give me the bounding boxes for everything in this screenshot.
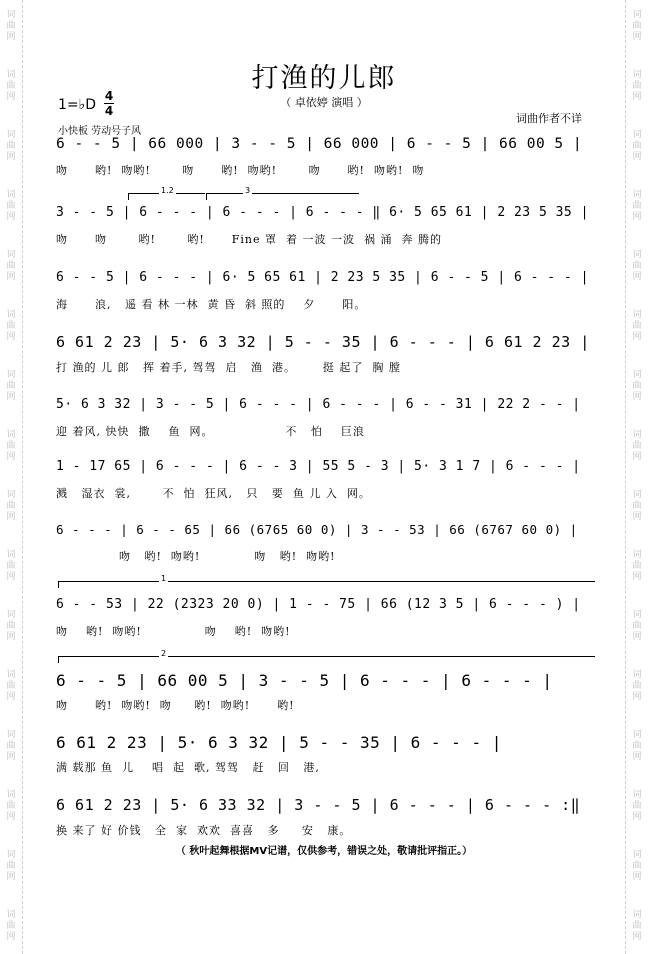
watermark-char: 网 [632,752,642,762]
watermark-char: 词 [632,610,642,620]
watermark-glyphs [629,370,645,403]
watermark-glyphs [3,730,19,763]
lyrics-line: 打 渔的 儿 郎 挥 着手, 驾驾 启 渔 港。 挺 起了 胸 膛 [56,361,401,374]
watermark-char: 曲 [632,741,642,751]
watermark-char: 词 [632,370,642,380]
volta-12 [128,186,205,200]
watermark-char: 曲 [632,861,642,871]
watermark-glyphs [3,190,19,223]
lyrics-line: 换 来了 好 价钱 全 家 欢欢 喜喜 多 安 康。 [56,824,352,837]
watermark-char: 网 [632,92,642,102]
watermark-char: 网 [632,392,642,402]
watermark-char: 网 [6,752,16,762]
watermark-char: 网 [632,932,642,942]
lyrics-line: 溅 湿衣 裳, 不 怕 狂风, 只 要 鱼 儿 入 网。 [56,487,371,500]
watermark-char: 词 [632,10,642,20]
watermark-char: 网 [6,632,16,642]
watermark-char: 词 [632,250,642,260]
watermark-char: 网 [6,92,16,102]
watermark-char: 曲 [6,381,16,391]
watermark-char: 词 [632,910,642,920]
watermark-glyphs [629,250,645,283]
watermark-char: 曲 [632,261,642,271]
tempo-marking: 小快板 劳动号子风 [58,126,142,137]
watermark-glyphs [629,10,645,43]
watermark-glyphs [629,550,645,583]
lyrics-line: 吻 哟! 吻哟! 吻 哟! 吻哟! [56,550,336,563]
watermark-char: 曲 [632,81,642,91]
watermark-char: 网 [632,512,642,522]
volta-1-label: 1 [161,574,167,583]
lyrics-line: 吻 哟! 吻哟! 吻 哟! 吻哟! 吻 哟! 吻哟! 吻 [56,164,425,177]
watermark-char: 词 [6,790,16,800]
watermark-glyphs [3,670,19,703]
watermark-glyphs [629,670,645,703]
watermark-char: 网 [6,512,16,522]
watermark-glyphs [629,910,645,943]
watermark-char: 词 [632,790,642,800]
watermark-char: 曲 [6,861,16,871]
watermark-char: 曲 [6,801,16,811]
watermark-char: 词 [632,130,642,140]
watermark-char: 曲 [632,381,642,391]
watermark-char: 曲 [6,141,16,151]
author-credit: 词曲作者不详 [516,112,582,125]
watermark-glyphs [3,10,19,43]
notation-line: 6 - - 5 | 66 00 5 | 3 - - 5 | 6 - - - | 6 - - - | [56,671,553,690]
notation-line: 6 - - 5 | 66 000 | 3 - - 5 | 66 000 | 6 - - 5 | 66 00 5 | [56,136,583,152]
watermark-char: 词 [632,550,642,560]
watermark-glyphs [3,370,19,403]
time-sig-top: 4 [104,89,114,103]
watermark-char: 曲 [632,441,642,451]
notation-line: 6 - - - | 6 - - 65 | 66 (6765 60 0) | 3 - - 53 | 66 (6767 60 0) | [56,522,578,537]
lyrics-line: 吻 哟! 吻哟! 吻 哟! 吻哟! 哟! [56,699,295,712]
watermark-char: 曲 [632,561,642,571]
watermark-char: 词 [632,670,642,680]
watermark-char: 词 [6,730,16,740]
watermark-char: 网 [6,932,16,942]
watermark-char: 词 [6,670,16,680]
watermark-char: 曲 [6,201,16,211]
watermark-char: 词 [6,850,16,860]
watermark-char: 词 [6,190,16,200]
watermark-char: 曲 [6,321,16,331]
watermark-char: 词 [6,70,16,80]
watermark-char: 网 [632,32,642,42]
watermark-char: 词 [632,850,642,860]
watermark-char: 曲 [6,501,16,511]
watermark-char: 网 [6,332,16,342]
watermark-char: 词 [6,430,16,440]
notation-line: 6 61 2 23 | 5· 6 3 32 | 5 - - 35 | 6 - - - | [56,733,502,752]
watermark-char: 词 [632,190,642,200]
watermark-char: 网 [6,32,16,42]
watermark-char: 词 [6,550,16,560]
notation-line: 6 - - 5 | 6 - - - | 6· 5 65 61 | 2 23 5 35 | 6 - - 5 | 6 - - - | [56,270,589,285]
volta-2-label: 2 [161,649,167,658]
watermark-char: 曲 [632,681,642,691]
lyrics-line: 吻 吻 哟! 哟! Fine 罩 着 一波 一波 祸 涌 奔 腾的 [56,233,442,246]
watermark-glyphs [629,490,645,523]
watermark-char: 曲 [632,621,642,631]
watermark-glyphs [629,790,645,823]
watermark-char: 网 [6,872,16,882]
watermark-char: 词 [632,730,642,740]
watermark-glyphs [3,550,19,583]
watermark-char: 曲 [632,921,642,931]
watermark-char: 词 [6,370,16,380]
watermark-glyphs [3,430,19,463]
watermark-char: 网 [632,872,642,882]
watermark-char: 曲 [632,141,642,151]
notation-line: 6 - - 53 | 22 (2323 20 0) | 1 - - 75 | 66 (12 3 5 | 6 - - - ) | [56,597,581,612]
watermark-char: 词 [632,490,642,500]
watermark-char: 曲 [632,321,642,331]
watermark-char: 网 [632,452,642,462]
volta-2 [58,649,595,663]
time-signature [104,90,114,117]
watermark-char: 词 [6,250,16,260]
notation-line: 5· 6 3 32 | 3 - - 5 | 6 - - - | 6 - - - | 6 - - 31 | 22 2 - - | [56,397,581,412]
watermark-glyphs [3,310,19,343]
watermark-char: 曲 [6,441,16,451]
watermark-char: 网 [6,452,16,462]
watermark-char: 曲 [6,561,16,571]
watermark-glyphs [629,130,645,163]
watermark-char: 网 [6,152,16,162]
watermark-char: 词 [6,310,16,320]
watermark-char: 词 [632,310,642,320]
watermark-char: 网 [632,332,642,342]
lyrics-line: 迎 着风, 快快 撒 鱼 网。 不 怕 巨浪 [56,425,365,438]
volta-3 [206,186,359,200]
watermark-glyphs [3,790,19,823]
notation-line: 3 - - 5 | 6 - - - | 6 - - - | 6 - - - ‖ 6· 5 65 61 | 2 23 5 35 | [56,205,589,220]
watermark-char: 曲 [6,21,16,31]
volta-3-label: 3 [245,186,251,195]
watermark-char: 曲 [6,621,16,631]
watermark-char: 曲 [6,261,16,271]
watermark-char: 词 [6,610,16,620]
watermark-char: 网 [6,392,16,402]
volta-1 [58,574,595,588]
singer-credit: （ 卓依婷 演唱 ） [280,96,368,109]
watermark-char: 网 [632,152,642,162]
watermark-char: 网 [632,632,642,642]
watermark-char: 网 [6,692,16,702]
song-title: 打渔的儿郎 [251,63,397,94]
watermark-char: 词 [6,490,16,500]
watermark-glyphs [629,310,645,343]
watermark-char: 曲 [632,501,642,511]
time-sig-bottom: 4 [104,104,114,118]
watermark-char: 词 [6,10,16,20]
volta-12-label: 1.2 [161,186,174,195]
watermark-glyphs [3,610,19,643]
watermark-char: 曲 [6,681,16,691]
notation-line: 6 61 2 23 | 5· 6 3 32 | 5 - - 35 | 6 - - - | 6 61 2 23 | [56,333,590,351]
watermark-glyphs [3,130,19,163]
notation-line: 6 61 2 23 | 5· 6 33 32 | 3 - - 5 | 6 - - - | 6 - - - :‖ [56,796,581,814]
watermark-char: 词 [632,430,642,440]
watermark-glyphs [629,730,645,763]
notation-line: 1 - 17 65 | 6 - - - | 6 - - 3 | 55 5 - 3 | 5· 3 1 7 | 6 - - - | [56,459,581,474]
watermark-glyphs [629,430,645,463]
watermark-char: 曲 [6,741,16,751]
lyrics-line: 海 浪, 遥 看 林 一林 黄 昏 斜 照的 夕 阳。 [56,298,367,311]
lyrics-line: 吻 哟! 吻哟! 吻 哟! 吻哟! [56,625,291,638]
watermark-char: 网 [632,212,642,222]
key-signature: 1=♭D [58,97,97,113]
watermark-glyphs [3,250,19,283]
watermark-char: 词 [6,130,16,140]
lyrics-line: 满 载那 鱼 儿 唱 起 歌, 驾驾 赶 回 港, [56,761,320,774]
watermark-char: 词 [632,70,642,80]
watermark-char: 网 [632,272,642,282]
watermark-glyphs [3,910,19,943]
watermark-char: 曲 [632,801,642,811]
watermark-char: 网 [632,572,642,582]
watermark-char: 词 [6,910,16,920]
watermark-char: 曲 [632,21,642,31]
watermark-glyphs [629,190,645,223]
watermark-char: 网 [6,572,16,582]
watermark-char: 曲 [6,81,16,91]
watermark-char: 网 [6,272,16,282]
watermark-glyphs [3,490,19,523]
footnote: （ 秋叶起舞根据MV记谱，仅供参考，错误之处，敬请批评指正。） [175,846,473,857]
watermark-char: 曲 [632,201,642,211]
watermark-char: 网 [6,812,16,822]
watermark-char: 网 [632,692,642,702]
watermark-glyphs [629,610,645,643]
watermark-char: 网 [6,212,16,222]
watermark-char: 网 [632,812,642,822]
watermark-char: 曲 [6,921,16,931]
